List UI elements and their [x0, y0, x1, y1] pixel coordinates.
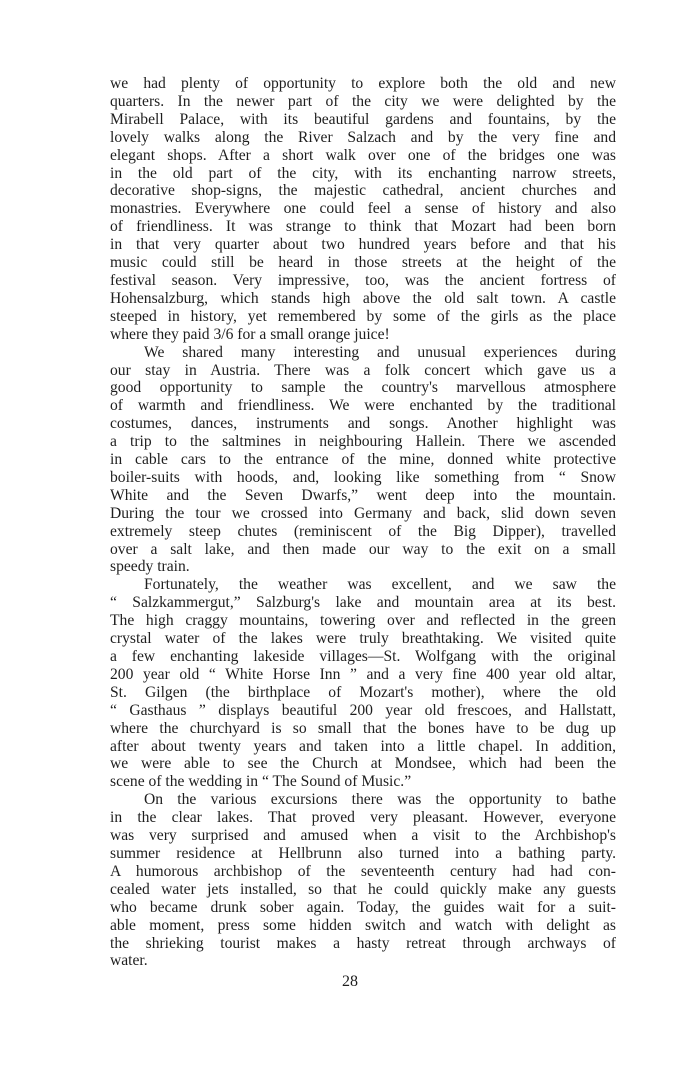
text-line: St. Gilgen (the birthplace of Mozart's mother), where the old: [110, 683, 616, 701]
text-line: White and the Seven Dwarfs,” went deep into the mountain.: [110, 486, 616, 504]
text-line: boiler-suits with hoods, and, looking like something from “ Snow: [110, 468, 616, 486]
text-line: in the old part of the city, with its enchanting narrow streets,: [110, 164, 616, 182]
text-line: able moment, press some hidden switch and watch with delight as: [110, 916, 616, 934]
text-line: lovely walks along the River Salzach and by the very fine and: [110, 128, 616, 146]
text-line: of warmth and friendliness. We were enchanted by the traditional: [110, 397, 616, 415]
text-line: monastries. Everywhere one could feel a sense of history and also: [110, 200, 616, 218]
text-line: speedy train.: [110, 558, 190, 576]
text-line: in that very quarter about two hundred years before and that his: [110, 236, 616, 254]
text-line: cealed water jets installed, so that he could quickly make any guests: [110, 880, 616, 898]
text-line: Mirabell Palace, with its beautiful gardens and fountains, by the: [110, 110, 616, 128]
text-line: On the various excursions there was the opportunity to bathe: [144, 791, 616, 809]
text-line: Hohensalzburg, which stands high above the old salt town. A castle: [110, 289, 616, 307]
text-line: steeped in history, yet remembered by some of the girls as the place: [110, 307, 616, 325]
text-line: in the clear lakes. That proved very pleasant. However, everyone: [110, 809, 616, 827]
text-line: in cable cars to the entrance of the mine, donned white protective: [110, 451, 616, 469]
text-line: was very surprised and amused when a visit to the Archbishop's: [110, 827, 616, 845]
text-line: where the churchyard is so small that the bones have to be dug up: [110, 719, 616, 737]
text-line: elegant shops. After a short walk over one of the bridges one was: [110, 146, 616, 164]
text-line: The high craggy mountains, towering over and reflected in the green: [110, 612, 616, 630]
text-line: crystal water of the lakes were truly breathtaking. We visited quite: [110, 630, 616, 648]
text-line: festival season. Very impressive, too, was the ancient fortress of: [110, 271, 616, 289]
text-line: During the tour we crossed into Germany and back, slid down seven: [110, 504, 616, 522]
text-line: of friendliness. It was strange to think that Mozart had been born: [110, 218, 616, 236]
paragraph: [110, 344, 616, 577]
text-line: Fortunately, the weather was excellent, and we saw the: [144, 576, 616, 594]
text-line: summer residence at Hellbrunn also turned into a bathing party.: [110, 844, 616, 862]
text-line: costumes, dances, instruments and songs. Another highlight was: [110, 415, 616, 433]
text-line: over a salt lake, and then made our way to the exit on a small: [110, 540, 616, 558]
paragraph: [110, 576, 616, 791]
text-line: extremely steep chutes (reminiscent of the Big Dipper), travelled: [110, 522, 616, 540]
text-line: good opportunity to sample the country's marvellous atmosphere: [110, 379, 616, 397]
paragraph: [110, 75, 616, 344]
text-line: the shrieking tourist makes a hasty retreat through archways of: [110, 934, 616, 952]
text-line: we had plenty of opportunity to explore both the old and new: [110, 75, 616, 92]
text-line: we were able to see the Church at Mondsee, which had been the: [110, 755, 616, 773]
text-line: We shared many interesting and unusual experiences during: [144, 343, 616, 361]
text-line: scene of the wedding in “ The Sound of Music.”: [110, 773, 412, 791]
page-number: 28: [342, 973, 358, 990]
text-line: who became drunk sober again. Today, the guides wait for a suit-: [110, 898, 616, 916]
text-line: decorative shop-signs, the majestic cathedral, ancient churches and: [110, 182, 616, 200]
text-line: A humorous archbishop of the seventeenth century had had con-: [110, 862, 616, 880]
text-line: water.: [110, 952, 148, 970]
text-line: a trip to the saltmines in neighbouring Hallein. There we ascended: [110, 433, 616, 451]
text-line: “ Salzkammergut,” Salzburg's lake and mountain area at its best.: [110, 594, 616, 612]
text-line: a few enchanting lakeside villages—St. Wolfgang with the original: [110, 648, 616, 665]
text-line: our stay in Austria. There was a folk concert which gave us a: [110, 361, 616, 379]
text-line: 200 year old “ White Horse Inn ” and a very fine 400 year old altar,: [110, 665, 616, 683]
text-line: where they paid 3/6 for a small orange juice!: [110, 325, 390, 343]
paragraph: [110, 791, 616, 970]
body-text: [110, 75, 616, 970]
text-line: “ Gasthaus ” displays beautiful 200 year old frescoes, and Hallstatt,: [110, 701, 616, 719]
text-line: quarters. In the newer part of the city we were delighted by the: [110, 92, 616, 110]
text-line: music could still be heard in those streets at the height of the: [110, 254, 616, 272]
text-line: after about twenty years and taken into a little chapel. In addition,: [110, 737, 616, 755]
